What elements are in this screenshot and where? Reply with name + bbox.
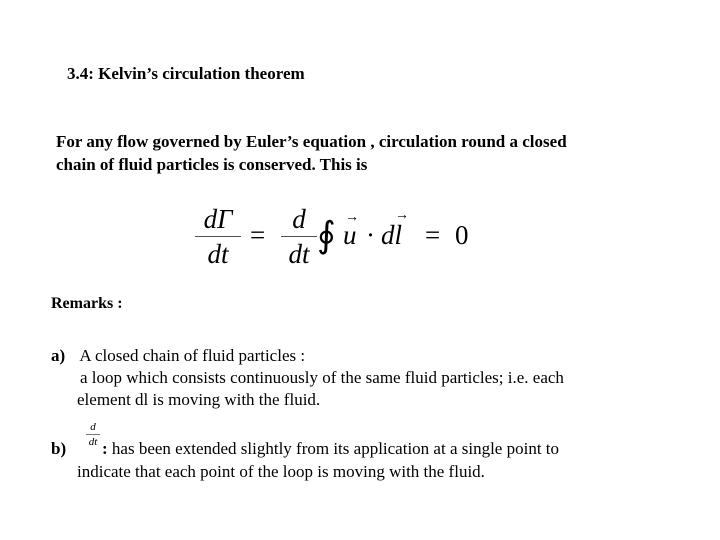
intro-text [56,130,567,176]
remarks-heading: Remarks : [51,295,123,312]
remark-b-line-2: indicate that each point of the loop is moving with the fluid. [77,462,485,481]
remark-a-line-1: A closed chain of fluid particles : [79,346,306,365]
zero-value: 0 [455,220,469,250]
remark-a-line-2: a loop which consists continuously of the same fluid particles; i.e. each [80,368,564,387]
fraction-bar [281,236,317,237]
derivative-denominator: dt [88,436,98,448]
vector-arrow-icon: → [345,210,359,225]
slide-title: 3.4: Kelvin’s circulation theorem [67,64,305,83]
velocity-vector [343,210,359,251]
rhs-denominator: dt [288,239,310,269]
velocity-symbol: u [343,220,357,250]
vector-arrow-icon: → [395,208,409,223]
lhs-denominator: dt [207,239,229,269]
line-element-symbol: dl [381,220,403,250]
fraction-bar [86,434,100,435]
remark-b-label: b) [51,439,67,458]
equals-sign: = [425,220,441,250]
remark-a-line-3: element dl is moving with the fluid. [77,390,321,409]
line-element-vector [381,208,409,251]
remark-b-line-1: : has been extended slightly from its application at a single point to [102,439,560,458]
remark-a-label: a) [51,346,66,365]
intro-line-2: chain of fluid particles is conserved. This is [56,155,368,174]
remark-a [51,345,305,366]
kelvin-equation [195,200,495,272]
contour-integral-icon: ∮ [317,215,336,255]
derivative-numerator: d [90,421,96,433]
rhs-fraction [281,204,317,269]
lhs-numerator: dΓ [203,204,233,234]
rhs-numerator: d [292,204,306,234]
lhs-fraction [195,204,241,269]
dot-operator: · [366,220,375,250]
intro-line-1: For any flow governed by Euler’s equation , circulation round a closed [56,132,567,151]
equals-sign: = [250,220,266,250]
fraction-bar [195,236,241,237]
remark-b-derivative [86,421,100,448]
